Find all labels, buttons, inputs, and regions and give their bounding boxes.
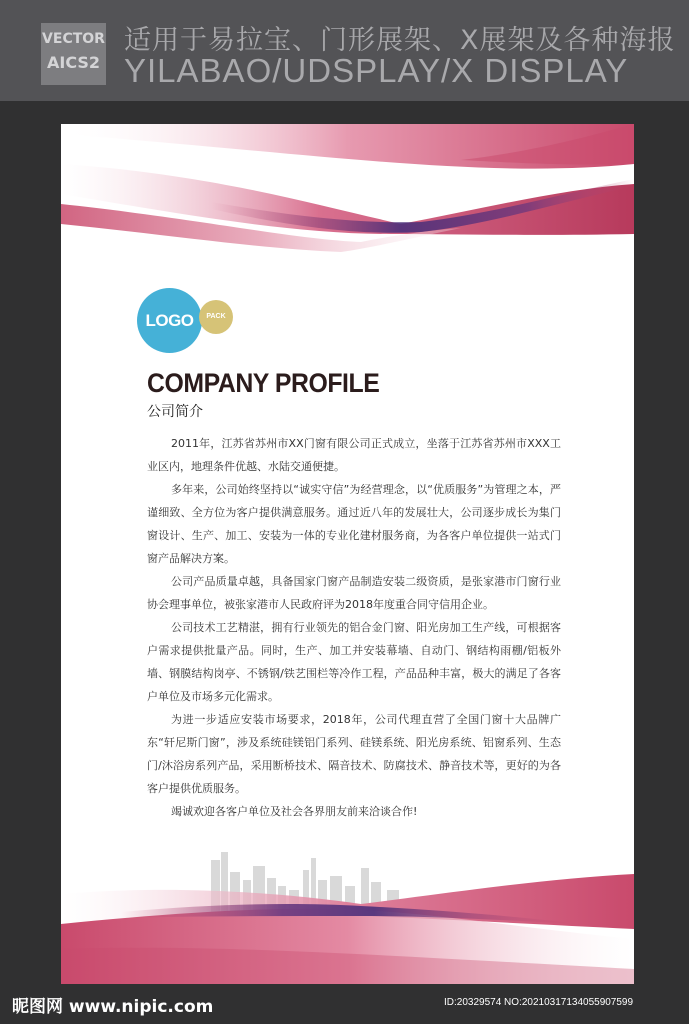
profile-body [147,432,561,823]
paragraph-2: 多年来，公司始终坚持以“诚实守信”为经营理念，以“优质服务”为管理之本，严谨细致、全方位为客户提供满意服务。通过近八年的发展壮大，公司逐步成长为集门窗设计、生产、加工、安装为一体的专业化建材服务商，为各客户单位提供一站式门窗产品解决方案。 [147,483,561,565]
paragraph-3: 公司产品质量卓越，具备国家门窗产品制造安装二级资质，是张家港市门窗行业协会理事单位，被张家港市人民政府评为2018年度重合同守信用企业。 [147,575,561,611]
logo-circle: LOGO [137,288,202,353]
footer-watermark: 昵图网 www.nipic.com [12,997,214,1017]
top-wave-decoration [61,124,634,264]
badge-line1: VECTOR [42,31,105,47]
paragraph-4: 公司技术工艺精湛，拥有行业领先的铝合金门窗、阳光房加工生产线，可根据客户需求提供批量产品。同时，生产、加工并安装幕墙、自动门、钢结构雨棚/铝板外墙、钢膜结构岗亭、不锈钢/铁艺围栏等冷作工程，产品品种丰富，极大的满足了各客户单位及市场多元化需求。 [147,621,561,703]
paragraph-6: 竭诚欢迎各客户单位及社会各界朋友前来洽谈合作! [171,805,418,818]
paragraph-5: 为进一步适应安装市场要求，2018年，公司代理直营了全国门窗十大品牌广东“轩尼斯门窗”，涉及系统硅镁铝门系列、硅镁系统、阳光房系统、铝窗系列、生态门/沐浴房系列产品，采用断桥技术、隔音技术、防腐技术、静音技术等，更好的为各客户提供优质服务。 [147,713,561,795]
poster [61,124,634,984]
bottom-wave-decoration [61,874,634,984]
logo-pack-circle: PACK [199,300,233,334]
banner-title-cn: 适用于易拉宝、门形展架、X展架及各种海报 [124,25,676,56]
title-en: COMPANY PROFILE [147,368,380,398]
title-cn: 公司简介 [147,404,203,420]
badge-line2: AICS2 [46,53,101,72]
top-banner [0,0,689,101]
paragraph-1: 2011年，江苏省苏州市XX门窗有限公司正式成立，坐落于江苏省苏州市XXX工业区内，地理条件优越、水陆交通便捷。 [147,437,561,473]
vector-badge [41,23,106,85]
footer-id: ID:20329574 NO:20210317134055907599 [444,997,634,1008]
banner-title-en: YILABAO/UDSPLAY/X DISPLAY [124,52,629,89]
